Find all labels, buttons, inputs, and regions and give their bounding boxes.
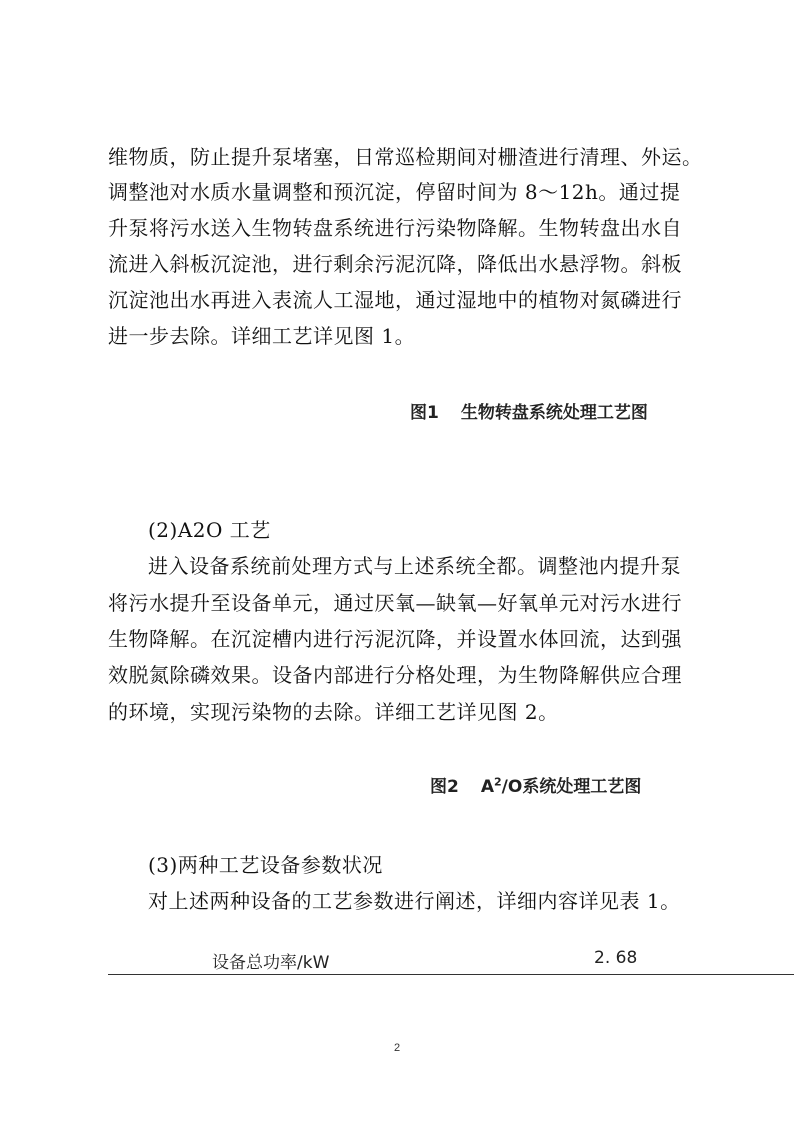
figure2-title-sup: 2 [494, 775, 502, 789]
section2-line-3: 生物降解。在沉淀槽内进行污泥沉降，并设置水体回流，达到强 [108, 627, 682, 651]
section2-line-4: 效脱氮除磷效果。设备内部进行分格处理，为生物降解供应合理 [108, 663, 682, 687]
figure2-caption [430, 772, 641, 797]
section2-heading: (2)A2O 工艺 [148, 518, 271, 542]
section2-line-5: 的环境，实现污染物的去除。详细工艺详见图 2。 [108, 700, 559, 724]
table1-row [108, 942, 794, 975]
paragraph1-line-6: 进一步去除。详细工艺详见图 1。 [108, 324, 416, 348]
section3-line-1: 对上述两种设备的工艺参数进行阐述，详细内容详见表 1。 [148, 889, 681, 913]
paragraph1-line-2: 调整池对水质水量调整和预沉淀，停留时间为 8～12h。通过提 [108, 180, 681, 204]
table1-cell-label: 设备总功率/kW [212, 953, 330, 973]
figure1-caption [410, 398, 648, 423]
table1-cell-value: 2. 68 [594, 948, 638, 968]
section2-line-1: 进入设备系统前处理方式与上述系统全都。调整池内提升泵 [148, 554, 681, 578]
page-number: 2 [393, 1042, 401, 1054]
paragraph1-line-4: 流进入斜板沉淀池，进行剩余污泥沉降，降低出水悬浮物。斜板 [108, 252, 682, 276]
section3-heading: (3)两种工艺设备参数状况 [148, 853, 383, 877]
figure2-number: 图2 [430, 777, 459, 797]
figure1-title: 生物转盘系统处理工艺图 [460, 403, 648, 423]
figure2-title-prefix: A [480, 777, 495, 797]
section2-line-2: 将污水提升至设备单元，通过厌氧—缺氧—好氧单元对污水进行 [108, 591, 682, 615]
paragraph1-line-3: 升泵将污水送入生物转盘系统进行污染物降解。生物转盘出水自 [108, 216, 682, 240]
figure2-title-rest: /O系统处理工艺图 [501, 777, 642, 797]
figure1-number: 图1 [410, 403, 439, 423]
paragraph1-line-5: 沉淀池出水再进入表流人工湿地，通过湿地中的植物对氮磷进行 [108, 288, 682, 312]
paragraph1-line-1: 维物质，防止提升泵堵塞，日常巡检期间对栅渣进行清理、外运。 [108, 145, 703, 169]
